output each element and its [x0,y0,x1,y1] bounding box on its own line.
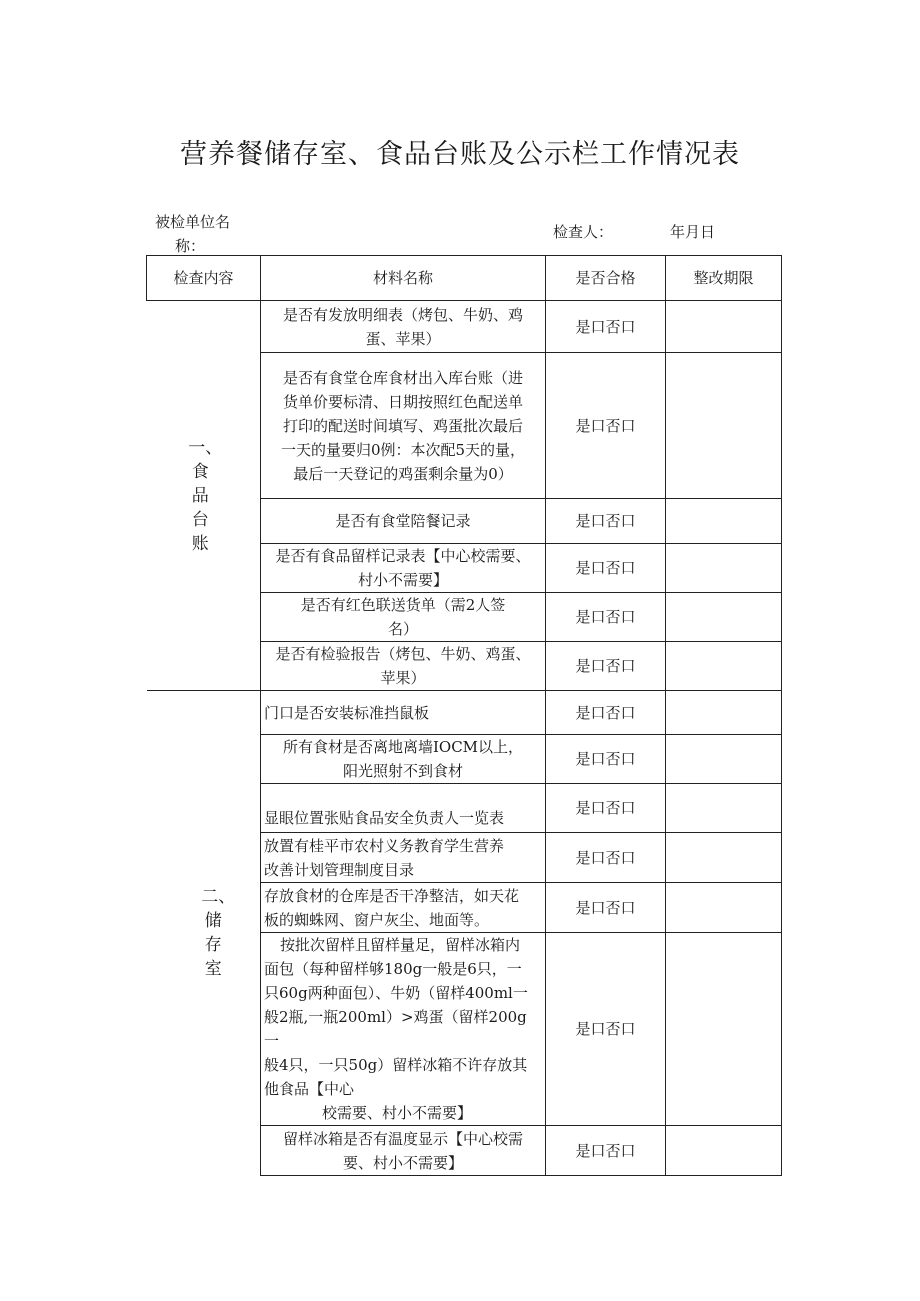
inspection-table [146,255,782,1176]
category-label: 二、储存室 [201,887,236,980]
material-text-line: 他食品【中心 [264,1080,355,1098]
deadline-cell[interactable] [666,301,782,353]
material-cell [261,833,546,883]
inspector-label: 检查人： [553,223,614,241]
material-text-line: 般2瓶,一瓶200ml）>鸡蛋（留样200g一 [264,1008,527,1050]
material-text-line: 是否有食堂陪餐记录 [335,512,471,530]
pass-checkbox-cell[interactable]: 是口否口 [546,642,666,691]
pass-checkbox-cell[interactable]: 是口否口 [546,883,666,933]
deadline-cell[interactable] [666,833,782,883]
material-text-line: 面包（每种留样够180g一般是6只，一 [264,960,522,978]
date-label: 年月日 [670,223,716,241]
material-text-line: 最后一天登记的鸡蛋剩余量为0） [293,464,513,483]
column-header-material-name: 材料名称 [261,256,546,301]
material-cell [261,544,546,593]
material-cell [261,784,546,833]
pass-checkbox-cell[interactable]: 是口否口 [546,691,666,735]
pass-checkbox-cell[interactable]: 是口否口 [546,544,666,593]
material-text-line: 校需要、村小不需要】 [322,1104,473,1122]
material-text-line: 是否有食品留样记录表【中心校需要、 [275,547,531,565]
material-text-line: 留样冰箱是否有温度显示【中心校需 [282,1129,523,1148]
pass-checkbox-cell[interactable]: 是口否口 [546,593,666,642]
table-header-row [147,256,782,301]
material-text-line: 是否有检验报告（烤包、牛奶、鸡蛋、 [275,645,531,663]
inspected-unit-label [155,210,255,258]
material-text-line: 存放食材的仓库是否干净整洁，如天花 [264,886,520,905]
material-text-line: 板的蜘蛛网、窗户灰尘、地面等。 [264,910,490,929]
material-cell [261,499,546,544]
pass-checkbox-cell[interactable]: 是口否口 [546,833,666,883]
table-row [147,691,782,735]
material-text-line: 苹果） [380,669,426,687]
deadline-cell[interactable] [666,593,782,642]
deadline-cell[interactable] [666,499,782,544]
material-text-line: 要、村小不需要】 [342,1153,463,1172]
pass-checkbox-cell[interactable]: 是口否口 [546,353,666,499]
deadline-cell[interactable] [666,735,782,784]
pass-checkbox-cell[interactable]: 是口否口 [546,933,666,1126]
material-text-line: 一天的量要归0例：本次配5天的量， [280,440,526,459]
pass-checkbox-cell[interactable]: 是口否口 [546,499,666,544]
pass-checkbox-cell[interactable]: 是口否口 [546,784,666,833]
material-cell [261,353,546,499]
material-text-line: 只60g两种面包）、牛奶（留样400ml一 [264,984,528,1002]
deadline-cell[interactable] [666,933,782,1126]
pass-checkbox-cell[interactable]: 是口否口 [546,1126,666,1176]
column-header-check-content: 检查内容 [147,256,261,301]
material-text-line: 村小不需要】 [357,571,448,589]
column-header-qualified: 是否合格 [546,256,666,301]
material-text-line: 是否有发放明细表（烤包、牛奶、鸡 [282,305,523,324]
category-food-ledger [147,301,261,691]
deadline-cell[interactable] [666,353,782,499]
deadline-cell[interactable] [666,691,782,735]
deadline-cell[interactable] [666,544,782,593]
material-cell [261,883,546,933]
material-text-line: 货单价要标清、日期按照红色配送单 [282,392,523,411]
material-text-line: 按批次留样且留样量足，留样冰箱内 [280,936,521,954]
material-cell [261,735,546,784]
material-text-line: 是否有食堂仓库食材出入库台账（进 [282,368,523,387]
inspected-unit-label-line1: 被检单位名 [155,213,231,231]
material-text-line: 门口是否安装标准挡鼠板 [264,703,430,722]
pass-checkbox-cell[interactable]: 是口否口 [546,301,666,353]
inspected-unit-label-line2: 称： [175,237,206,255]
material-cell [261,593,546,642]
material-text-line: 改善计划管理制度目录 [264,860,415,879]
page-title: 营养餐储存室、食品台账及公示栏工作情况表 [180,139,740,170]
material-text-line: 所有食材是否离地离墙IOCM以上， [282,738,524,756]
table-row [147,301,782,353]
deadline-cell[interactable] [666,1126,782,1176]
deadline-cell[interactable] [666,642,782,691]
material-text-line: 阳光照射不到食材 [342,762,463,780]
category-label: 一、食品台账 [188,437,223,554]
material-cell [261,691,546,735]
material-text-line: 名） [387,620,418,638]
column-header-deadline: 整改期限 [666,256,782,301]
material-text-line: 蛋、苹果） [365,329,441,348]
material-cell [261,933,546,1126]
material-cell [261,301,546,353]
pass-checkbox-cell[interactable]: 是口否口 [546,735,666,784]
material-text-line: 打印的配送时间填写、鸡蛋批次最后 [282,416,523,435]
deadline-cell[interactable] [666,883,782,933]
material-cell [261,1126,546,1176]
material-cell [261,642,546,691]
material-text-line: 放置有桂平市农村义务教育学生营养 [264,836,505,855]
deadline-cell[interactable] [666,784,782,833]
material-text-line: 显眼位置张贴食品安全负责人一览表 [264,809,505,827]
category-storage-room [147,691,261,1176]
material-text-line: 般4只，一只50g）留样冰箱不许存放其 [264,1056,528,1074]
material-text-line: 是否有红色联送货单（需2人签 [300,596,506,614]
